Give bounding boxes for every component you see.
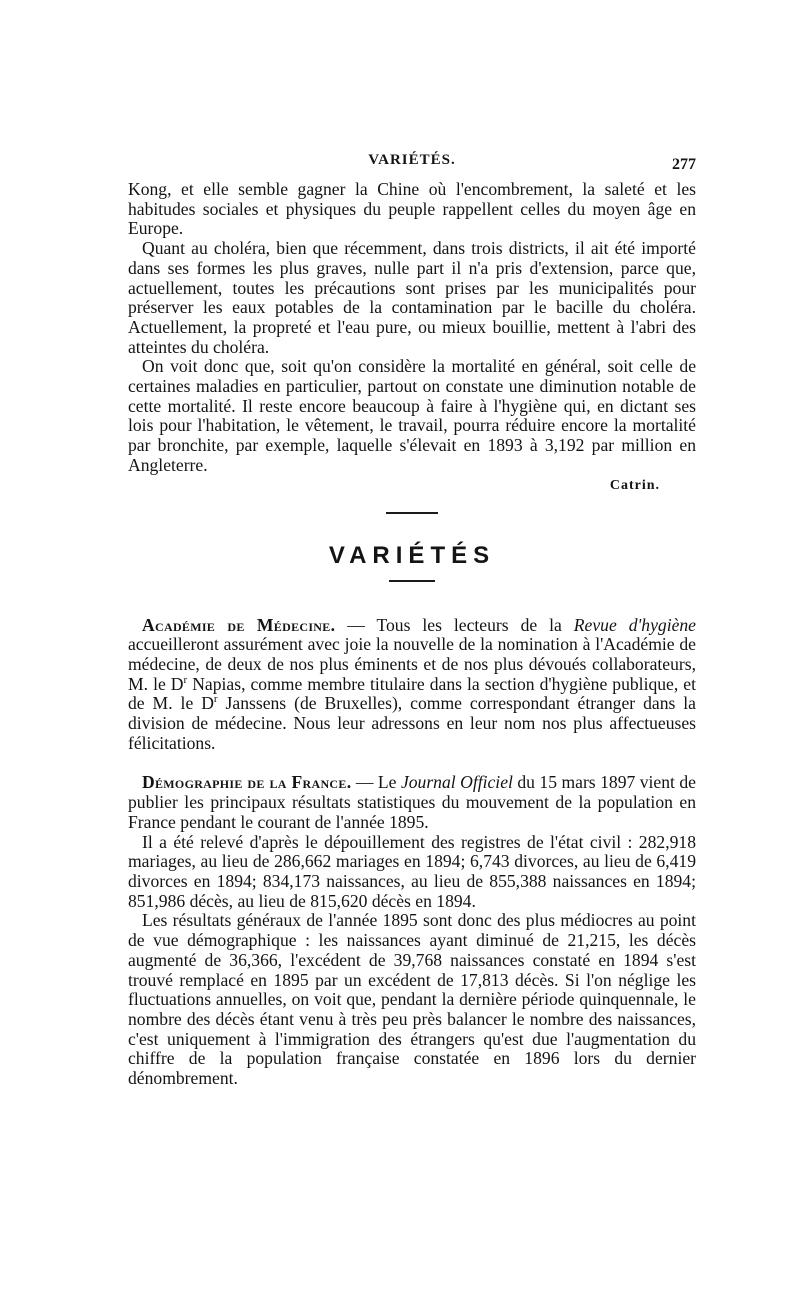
journal-title: Revue d'hygiène: [573, 614, 696, 635]
paragraph: Kong, et elle semble gagner la Chine où l'encombrement, la saleté et les habitudes sociales et physiques du peuple rappellent celles du moyen âge en Europe.: [128, 179, 696, 239]
title-underline: [389, 580, 435, 582]
heading-dash: —: [335, 614, 377, 635]
item-paragraph: [128, 616, 696, 754]
paragraph: Quant au choléra, bien que récemment, dans trois districts, il ait été importé dans ses formes les plus graves, nulle part il n'a pris d'extension, parce que, actuellement, toutes les précautions sont prises par les municipalités pour préserver les eaux potables de la contamination par le bacille du choléra. Actuellement, la propreté et l'eau pure, ou mieux bouillie, mettent à l'abri des atteintes du choléra.: [128, 238, 696, 357]
text-run: du 15 mars 1897 vient de publier les principaux résultats statistiques du mouvement de la population en France pendant le courant de l'année 1895.: [128, 772, 696, 832]
text-run: Janssens (de Bruxelles), comme correspondant étranger dans la division de médecine. Nous leur adressons en leur nom nos plus affectueuses félicitations.: [128, 693, 696, 753]
running-title: VARIÉTÉS.: [368, 152, 456, 168]
section-title: VARIÉTÉS: [328, 541, 496, 569]
book-page: [128, 150, 696, 1089]
text-run: Tous les lecteurs de la: [376, 614, 574, 635]
superscript: r: [213, 693, 218, 706]
text-run: Le: [377, 772, 401, 793]
news-item-demographie: [128, 773, 696, 1088]
item-heading: Académie de Médecine.: [142, 614, 336, 635]
item-heading: Démographie de la France.: [142, 772, 352, 793]
separator-rule: [386, 512, 438, 514]
running-header: [128, 150, 696, 180]
page-number: 277: [672, 156, 696, 173]
news-item-academie: [128, 616, 696, 754]
author-signature: Catrin.: [609, 477, 660, 493]
text-run: Napias, comme membre titulaire dans la section d'hygiène publique, et de M. le D: [128, 673, 696, 714]
paragraph: On voit donc que, soit qu'on considère la mortalité en général, soit celle de certaines maladies en particulier, partout on constate une diminution notable de cette mortalité. Il reste encore beaucoup à faire à l'hygiène qui, en dictant ses lois pour l'habitation, le vêtement, le travail, pourra réduire encore la mortalité par bronchite, par exemple, laquelle s'élevait en 1893 à 3,192 par million en Angleterre.: [128, 356, 696, 475]
text-run: accueilleront assurément avec joie la nouvelle de la nomination à l'Académie de médecine, de deux de nos plus éminents et de nos plus dévoués collaborateurs, M. le D: [128, 634, 696, 694]
heading-dash: —: [351, 772, 378, 793]
item-paragraph: [128, 773, 696, 832]
journal-title: Journal Officiel: [400, 772, 513, 793]
superscript: r: [183, 673, 188, 686]
paragraph: Il a été relevé d'après le dépouillement des registres de l'état civil : 282,918 mariages, au lieu de 286,662 mariages en 1894; 6,743 divorces, au lieu de 6,419 divorces en 1894; 834,173 naissances, au lieu de 855,388 naissances en 1894; 851,986 décès, au lieu de 815,620 décès en 1894.: [128, 831, 696, 911]
paragraph: Les résultats généraux de l'année 1895 sont donc des plus médiocres au point de vue démographique : les naissances ayant diminué de 21,215, les décès augmenté de 36,366, l'excédent de 39,768 naissances constaté en 1894 s'est trouvé remplacé en 1895 par un excédent de 17,813 décès. Si l'on néglige les fluctuations annuelles, on voit que, pendant la dernière période quinquennale, le nombre des décès étant venu à très peu près balancer le nombre des naissances, c'est uniquement à l'immigration des étrangers qu'est due l'augmentation du chiffre de la population française constatée en 1896 lors du dernier dénombrement.: [128, 910, 696, 1089]
previous-article-ending: [128, 180, 696, 494]
